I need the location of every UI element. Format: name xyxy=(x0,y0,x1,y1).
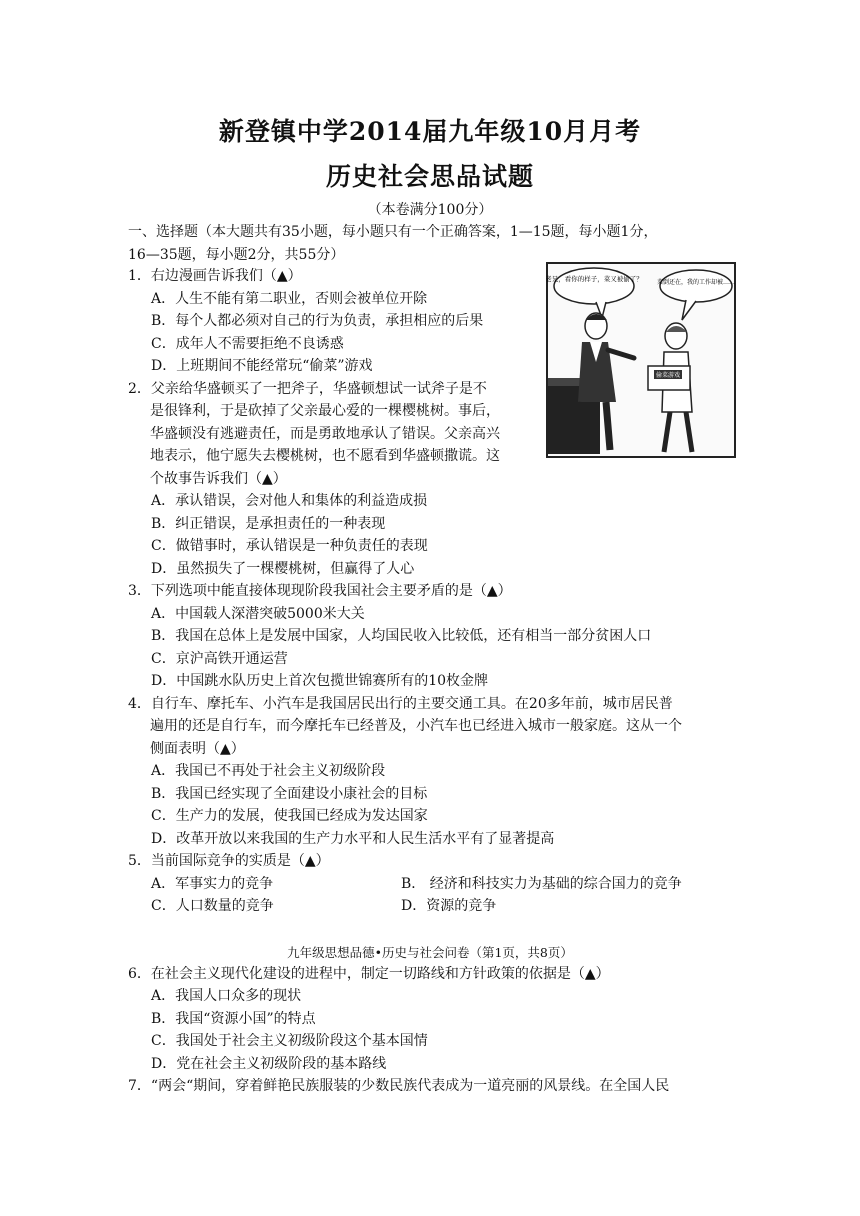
question-stem: 5．当前国际竞争的实质是（▲） xyxy=(128,853,330,869)
answer-option: B．每个人都必须对自己的行为负责，承担相应的后果 xyxy=(151,313,484,329)
section-heading-cont: 16—35题，每小题2分，共55分） xyxy=(128,247,345,263)
answer-option: D．资源的竞争 xyxy=(401,898,497,914)
answer-option: C．人口数量的竞争 xyxy=(151,898,274,914)
answer-option: D．改革开放以来我国的生产力水平和人民生活水平有了显著提高 xyxy=(151,831,555,847)
answer-option: B．纠正错误，是承担责任的一种表现 xyxy=(151,516,386,532)
answer-option: B．我国在总体上是发展中国家，人均国民收入比较低，还有相当一部分贫困人口 xyxy=(151,628,652,644)
cartoon-image xyxy=(546,262,736,458)
answer-option: A．军事实力的竞争 xyxy=(151,876,274,892)
question-stem-cont: 华盛顿没有逃避责任，而是勇敢地承认了错误。父亲高兴 xyxy=(150,426,500,442)
answer-option: C．生产力的发展，使我国已经成为发达国家 xyxy=(151,808,428,824)
answer-option: A．我国已不再处于社会主义初级阶段 xyxy=(151,763,386,779)
question-stem-cont: 个故事告诉我们（▲） xyxy=(150,471,287,487)
question-stem-cont: 地表示，他宁愿失去樱桃树，也不愿看到华盛顿撒谎。这 xyxy=(150,448,500,464)
cartoon-bubble-right: 菜倒还在，我的工作却被…… xyxy=(656,279,736,286)
cartoon-bubble-left: 老兄，看你的样子，菜又被偷了？ xyxy=(546,275,643,283)
answer-option: D．党在社会主义初级阶段的基本路线 xyxy=(151,1056,387,1072)
exam-subtitle: 历史社会思品试题 xyxy=(325,162,534,191)
question-stem-cont: 遍用的还是自行车，而今摩托车已经普及，小汽车也已经进入城市一般家庭。这从一个 xyxy=(150,718,682,734)
answer-option: C．成年人不需要拒绝不良诱惑 xyxy=(151,336,344,352)
section-heading: 一、选择题（本大题共有35小题，每小题只有一个正确答案，1—15题，每小题1分， xyxy=(128,224,658,240)
question-stem: 6．在社会主义现代化建设的进程中，制定一切路线和方针政策的依据是（▲） xyxy=(128,966,610,982)
score-note: （本卷满分100分） xyxy=(367,202,493,218)
question-stem: 4．自行车、摩托车、小汽车是我国居民出行的主要交通工具。在20多年前，城市居民普 xyxy=(128,696,673,712)
answer-option: D．上班期间不能经常玩“偷菜”游戏 xyxy=(151,358,373,374)
answer-option: A．人生不能有第二职业，否则会被单位开除 xyxy=(151,291,428,307)
question-stem: 7．“两会“期间，穿着鲜艳民族服装的少数民族代表成为一道亮丽的风景线。在全国人民 xyxy=(128,1078,670,1094)
question-stem-cont: 是很锋利，于是砍掉了父亲最心爱的一棵樱桃树。事后， xyxy=(150,403,500,419)
answer-option: C．做错事时，承认错误是一种负责任的表现 xyxy=(151,538,428,554)
answer-option: C．京沪高铁开通运营 xyxy=(151,651,288,667)
answer-option: D．中国跳水队历史上首次包揽世锦赛所有的10枚金牌 xyxy=(151,673,489,689)
answer-option: B． 经济和科技实力为基础的综合国力的竞争 xyxy=(401,876,682,892)
question-stem: 3．下列选项中能直接体现现阶段我国社会主要矛盾的是（▲） xyxy=(128,583,512,599)
page-footer: 九年级思想品德•历史与社会问卷（第1页，共8页） xyxy=(287,945,573,960)
exam-title: 新登镇中学2014届九年级10月月考 xyxy=(218,117,642,146)
answer-option: B．我国“资源小国”的特点 xyxy=(151,1011,316,1027)
answer-option: C．我国处于社会主义初级阶段这个基本国情 xyxy=(151,1033,428,1049)
cartoon-box-label: 偷菜游戏 xyxy=(655,372,681,379)
answer-option: A．承认错误，会对他人和集体的利益造成损 xyxy=(151,493,428,509)
answer-option: B．我国已经实现了全面建设小康社会的目标 xyxy=(151,786,428,802)
question-stem-cont: 侧面表明（▲） xyxy=(150,741,245,757)
question-stem: 2．父亲给华盛顿买了一把斧子，华盛顿想试一试斧子是不 xyxy=(128,381,487,397)
answer-option: A．中国载人深潜突破5000米大关 xyxy=(151,606,365,622)
answer-option: D．虽然损失了一棵樱桃树，但赢得了人心 xyxy=(151,561,415,577)
answer-option: A．我国人口众多的现状 xyxy=(151,988,302,1004)
question-stem: 1．右边漫画告诉我们（▲） xyxy=(128,268,302,284)
